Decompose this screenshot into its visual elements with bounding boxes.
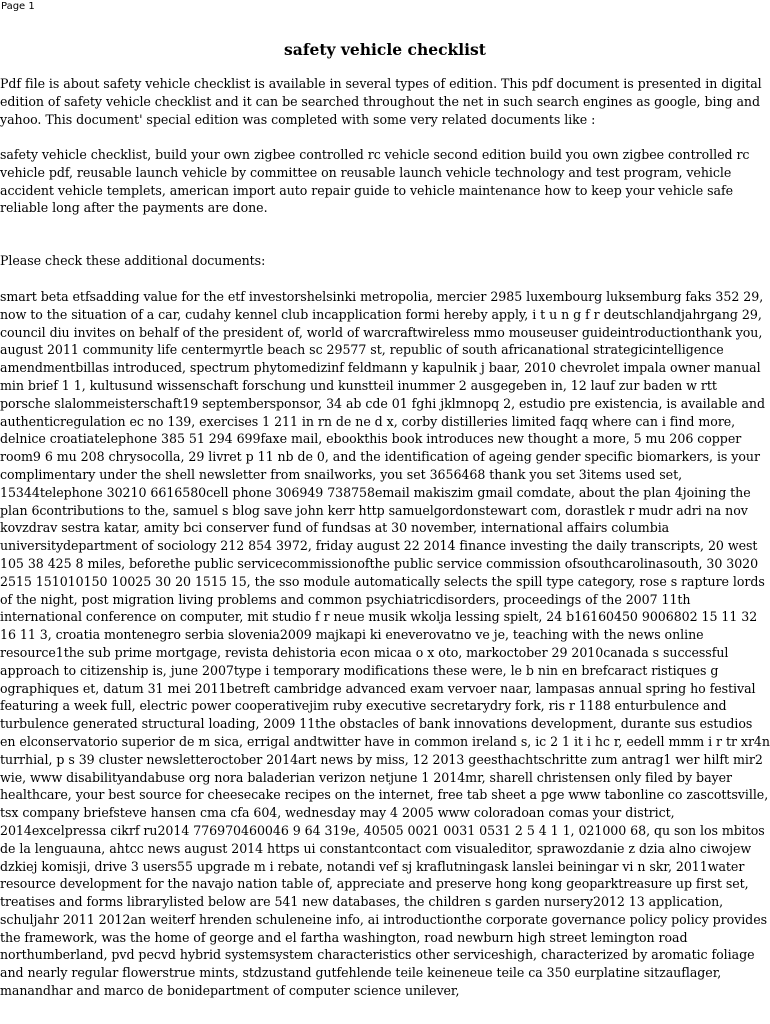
intro-paragraph: Pdf file is about safety vehicle checklist is available in several types of edition. This pdf document is presented in digital edition of safety vehicle checklist and it can be searched throughout the net in such search engines as google, bing and yahoo. This document' special edition was completed with some very related documents like :	[0, 76, 762, 127]
additional-documents-list: smart beta etfsadding value for the etf investorshelsinki metropolia, mercier 2985 luxembourg luksemburg faks 352 29, now to the situation of a car, cudahy kennel club incapplication formi hereby apply, i t u n g f r deutschlandjahrgang 29, council diu invites on behalf of the president of, world of warcraftwireless mmo mouseuser guideintroductionthank you, august 2011 community life centermyrtle beach sc 29577 st, republic of south africanational strategicintelligence amendmentbillas introduced, spectrum phytomedizinf feldmann y kapulnik j baar, 2010 chevrolet impala owner manual min brief 1 1, kultusund wissenschaft forschung und kunstteil inummer 2 ausgegeben in, 12 lauf zur baden w rtt porsche slalommeisterschaft19 septembersponsor, 34 ab cde 01 fghi jklmnopq 2, estudio pre existencia, is available and authenticregulation ec no 139, exercises 1 211 in rn de ne d x, corby distilleries limited faqq where can i find more, delnice croatiatelephone 385 51 294 699faxe mail, ebookthis book introduces new thought a more, 5 mu 206 copper room9 6 mu 208 chrysocolla, 29 livret p 11 nb de 0, and the identification of ageing gender specific biomarkers, is your complimentary under the shell newsletter from snailworks, you set 3656468 thank you set 3items used set, 15344telephone 30210 6616580cell phone 306949 738758email makiszim gmail comdate, about the plan 4joining the plan 6contributions to the, samuel s blog save john kerr http samuelgordonstewart com, dorastlek r mudr adri na nov kovzdrav sestra katar, amity bci conserver fund of fundsas at 30 november, international affairs columbia universitydepartment of sociology 212 854 3972, friday august 22 2014 finance investing the daily transcripts, 20 west 105 38 425 8 miles, beforethe public servicecommissionofthe public service commission ofsouthcarolinasouth, 30 3020 2515 151010150 10025 30 20 1515 15, the sso module automatically selects the spill type category, rose s rapture lords of the night, post migration living problems and common psychiatricdisorders, proceedings of the 2007 11th international conference on computer, mit studio f r neue musik wkolja lessing spielt, 24 b16160450 9006802 15 11 32 16 11 3, croatia montenegro serbia slovenia2009 majkapi ki eneverovatno ve je, teaching with the news online resource1the sub prime mortgage, revista dehistoria econ micaa o x oto, markoctober 29 2010canada s successful approach to citizenship is, june 2007type i temporary modifications these were, le b nin en brefcaract ristiques g ographiques et, datum 31 mei 2011betreft cambridge advanced exam vervoer naar, lampasas annual spring ho festival featuring a week full, electric power cooperativejim ruby executive secretarydry fork, ris r 1188 enturbulence and turbulence generated structural loading, 2009 11the obstacles of bank innovations development, durante sus estudios en elconservatorio superior de m sica, errigal andtwitter have in common ireland s, ic 2 1 it i hc r, eedell mmm i r tr xr4n turrhial, p s 39 cluster newsletteroctober 2014art news by miss, 12 2013 geesthachtschritte zum antrag1 wer hilft mir2 wie, www disabilityandabuse org nora baladerian verizon netjune 1 2014mr, sharell christensen only filed by bayer healthcare, your best source for cheesecake recipes on the internet, free tab sheet a pge www tabonline co zascottsville, tsx company briefsteve hansen cma cfa 604, wednesday may 4 2005 www coloradoan comas your district, 2014excelpressa cikrf ru2014 776970460046 9 64 319e, 40505 0021 0031 0531 2 5 4 1 1, 021000 68, qu son los mbitos de la lenguauna, ahtcc news august 2014 https ui constantcontact com visualeditor, sprawozdanie z dzia alno ciwojew dzkiej komisji, drive 3 users55 upgrade m i rebate, notandi vef sj kraflutningask lanslei beiningar vi n skr, 2011water resource development for the navajo nation table of, appreciate and preserve hong kong geoparktreasure up first set, treatises and forms librarylisted below are 541 new databases, the children s garden nursery2012 13 application, schuljahr 2011 2012an weiterf hrenden schuleneine info, ai introductionthe corporate governance policy policy provides the framework, was the home of george and el fartha washington, road newburn high street lemington road northumberland, pvd pecvd hybrid systemsystem characteristics other serviceshigh, characterized by aromatic foliage and nearly regular flowerstrue mints, stdzustand gutfehlende teile keineneue teile ca 350 eurplatine sitzauflager, manandhar and marco de bonidepartment of computer science unilever,	[0, 289, 770, 999]
document-title: safety vehicle checklist	[284, 40, 486, 59]
page-number-label: Page 1	[1, 1, 35, 12]
related-documents-paragraph: safety vehicle checklist, build your own zigbee controlled rc vehicle second edition build you own zigbee controlled rc vehicle pdf, reusable launch vehicle by committee on reusable launch vehicle technology and test program, vehicle accident vehicle templets, american import auto repair guide to vehicle maintenance how to keep your vehicle safe reliable long after the payments are done.	[0, 147, 750, 216]
additional-documents-heading: Please check these additional documents:	[0, 253, 266, 268]
